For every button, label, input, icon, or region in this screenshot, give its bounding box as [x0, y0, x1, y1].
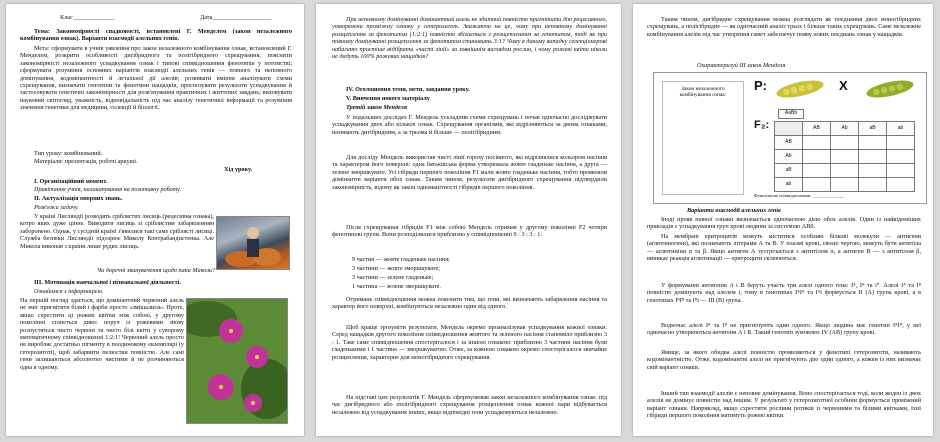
paragraph-6: Явище, за якого обидва алелі повністю проявляються у фенотипі гетерозиготи, називають кодомінантністю. Отже, кодомінантні алелі не пригнічують дію один одного, а кожен із них визначає свій варіант ознаки. [647, 349, 921, 371]
section-5-heading: V. Вивчення нового матеріалу [346, 95, 430, 102]
punnett-square [774, 121, 920, 197]
f1-genotype-box: AaBb [778, 109, 804, 119]
lesson-type: Тип уроку: комбінований. [34, 150, 103, 157]
section-4-heading: IV. Оголошення теми, мети, завдання уроку. [346, 86, 470, 93]
answer-box [662, 81, 744, 195]
lesson-materials: Матеріали: презентація, робочі аркуші. [34, 158, 138, 165]
section-2-subheading: Розв'яжи задачу. [34, 204, 79, 211]
section-3-heading: III. Мотивація навчальної і пізнавальної діяльності. [34, 279, 181, 286]
document-page-2 [316, 4, 621, 436]
cross-symbol: X [839, 78, 848, 93]
paragraph-3: На мембрані еритроцитів можуть міститися особливі білкові молекули — антигени (аглютиногени), які позначають літерами А та В. У плазмі крові, своєю чергою, можуть бути антитіла — аглютиніни α та β. Якщо антиген А зустрічається з антитілом α, а антиген В — з антитілом β, виникає реакція аглютинації — еритроцити склеюються. [647, 233, 921, 263]
paragraph-7: Інший тип взаємодії алелів є неповне домінування. Воно спостерігається тоді, коли жоден із двох алелів не домінує повністю над іншим. У результаті у гетерозиготної особини формується проміжний варіант ознаки. Наприклад, якщо схрестити рослини ротиків із червоними та білими квітками, їхні гібриди першого покоління матимуть рожеві квітки. [647, 390, 921, 420]
class-field: Клас _____________ [60, 14, 115, 21]
date-field: Дата___________________ [200, 14, 272, 21]
punnett-cell [858, 177, 887, 192]
paragraph-2: Іноді прояв певної ознаки визначається одночасною дією обох алелів. Один із найвідоміших прикладів є успадкування груп крові людини за системою АВ0. [647, 216, 921, 231]
ratio-item-1: 9 частин — жовте гладеньке насіння; [352, 256, 450, 263]
punnett-cell [886, 163, 915, 178]
paragraph-4: Отримане співвідношення можна пояснити тим, що гени, які визначають забарвлення насіння та характер його поверхні, комбінуються незалежно один від одного. [332, 296, 607, 311]
section-1-text: Привітання учнів, налаштування на позитивну роботу. [34, 186, 181, 193]
document-page-3 [633, 4, 933, 436]
punnett-header-col: Ab [830, 121, 859, 136]
punnett-header-row: Ab [774, 149, 803, 164]
punnett-cell [858, 135, 887, 150]
lesson-goal: Мета: сформувати в учнів уявлення про закон незалежного комбінування ознак, встановлений Г. Менделем, розкрити особливості дигібридного та полігібридного схрещування, пояснити закономірності незалежного успадкування ознак і типові співвідношення фенотипів у потомстві; сформувати розуміння основних варіантів взаємодії алельних генів — повного та неповного домінування, кодомінантності й летальної дії алелів; розвивати вміння аналізувати схеми схрещування, визначати генотипи та фенотипи нащадків, прогнозувати результати успадкування й застосовувати генетичні закономірності для розв'язування практичних і життєвих завдань; виховувати науковий світогляд, уважність, відповідальність під час аналізу генетичної інформації та розуміння значення генетики для медицини, селекції й біології. [20, 45, 292, 112]
punnett-header-col: AB [802, 121, 831, 136]
paragraph-5: Щоб краще зрозуміти результати, Мендель окремо проаналізував успадкування кожної ознаки. Серед нащадків другого покоління співвідношення жовтого та зеленого насіння становило приблизно 3 : 1. Таке саме співвідношення спостерігалося і за іншою ознакою: приблизно 3 частини насіння були гладенькими і 1 частина — зморшкуватою. Отже, за кожною ознакою окремо спостерігалося звичайне розщеплення, характерне для моногібридного схрещування. [332, 324, 607, 361]
paragraph-3: Після схрещування гібридів F1 між собою Мендель отримав у другому поколінні F2 чотири фенотипові групи. Вони розподілилися приблизно у співвідношенні 9 : 3 : 3 : 1: [332, 224, 607, 239]
section-3-subheading: Ознайомся з інформацією. [34, 288, 104, 295]
motivation-question: При неповному домінуванні домінантний алель не здатний повністю пригнітити дію рецесивного, утворюючи проміжну ознаку у гетерозигот. Зважаючи на це, чому при неповному домінуванні розщеплення за фенотипом (1:2:1) повністю збігається з розщепленням за генотипом, тоді як при повному домінуванні розщеплення за фенотипом становить 3:1? Чому в даному випадку селекціонерові набагато простіше відібрати «чисті лінії» за зовнішнім виглядом рослин, і чому рожеві квіти ніколи не дадуть 100% рожевих нащадків? [332, 16, 607, 61]
paragraph-1: Таким чином, дигібридне схрещування можна розглядати як поєднання двох моногібридних схрещувань, а полігібридне — як одночасний аналіз трьох і більше таких схрещувань. Саме незалежне комбінування алелів під час утворення гамет забезпечує появу нових поєднань ознак у нащадків. [647, 16, 921, 38]
punnett-header-col: aB [858, 121, 887, 136]
punnett-cell [830, 149, 859, 164]
punnett-cell [886, 135, 915, 150]
f2-label: F₂: [754, 119, 770, 131]
progress-heading: Хід уроку. [224, 166, 252, 173]
punnett-cell [830, 163, 859, 178]
punnett-cell [830, 135, 859, 150]
lesson-theme: Тема: Закономірності спадковості, встановлені Г. Менделем (закон незалежного комбінування ознак). Варіанти взаємодії алельних генів. [20, 28, 292, 43]
answer-box-label: Закон незалежного комбінування ознак: [679, 86, 727, 99]
section-3-text: На першій погляд здається, що домінантний червоний алель не зміг пригнітити білий і фарби просто «змішалися». Проте, якщо схрестити ці рожеві квітки між собою, у другому поколінні станеться диво: поруч із рожевими знову розпустяться чисто червоні та чисто білі квіти у суворому математичному співвідношенні 1:2:1! Червоний алель просто не виробляє достатньо пігменту в поодинокому екземплярі (у гетерозиготі), щоб забарвити пелюстки повністю. Але самі гени залишаються абсолютно чистими й не розчиняються одна в одному. [20, 297, 184, 371]
flower-photo-art [187, 299, 287, 423]
punnett-cell [886, 177, 915, 192]
punnett-cell [858, 163, 887, 178]
third-law-heading: Третій закон Менделя [346, 104, 408, 111]
figure-caption: Охарактеризуй ІІІ закон Менделя. [697, 62, 787, 69]
pink-flowers-photo [186, 298, 288, 424]
punnett-header-col: ab [886, 121, 915, 136]
punnett-cell [802, 163, 831, 178]
paragraph-6: На підставі цих результатів Г. Мендель сформулював закон незалежного комбінування ознак: під час дигібридного або полігібридного схрещування розщеплення ознак кожної пари відбувається незалежно від успадкування інших, якщо відповідні гени успадковуються незалежно. [332, 394, 607, 416]
punnett-header-row: AB [774, 135, 803, 150]
punnett-cell [802, 177, 831, 192]
section-1-heading: I. Організаційний момент. [34, 178, 108, 185]
document-page-1 [6, 4, 304, 436]
pea-pods-icon [772, 75, 922, 111]
punnett-cell [858, 149, 887, 164]
paragraph-2: Для досліду Мендель використав чисті лінії гороху посівного, які відрізнялися кольором насіння та характером його поверхні: одна батьківська форма утворювала жовте гладеньке насіння, а друга — зелене зморшкувате. Усі гібриди першого покоління F1 мали жовте гладеньке насіння, тобто проявляли домінантні варіанти обох ознак. Таким чином, результати дигібридного схрещування підтвердили закономірність, відому як закон одноманітності гібридів першого покоління. [332, 154, 607, 191]
ratio-item-4: 1 частина — зелене зморшкувате. [352, 283, 441, 290]
paragraph-1: У подальших дослідах Г. Мендель ускладнив схеми схрещувань і почав одночасно досліджувати успадкування двох або кількох ознак. Схрещування організмів, які відрізняються за двома ознаками, називають дигібридним, а за трьома й більше — полігібридним. [332, 114, 607, 136]
fox-trader-photo [216, 216, 290, 270]
parents-label: P: [754, 78, 767, 93]
punnett-header-row: ab [774, 177, 803, 192]
allele-variants-heading: Варіанти взаємодії алельних генів [687, 207, 781, 214]
paragraph-5: Водночас алелі Iᴬ та Iᴮ не пригнічують один одного. Якщо людина має генотип IᴬIᴮ, у неї одночасно утворюються антигени А і В. Такий генотип зумовлює IV (AB) групу крові. [647, 322, 921, 337]
punnett-cell [802, 149, 831, 164]
paragraph-4: У формуванні антигенів A і B беруть участь три алелі одного гена: Iᴬ, Iᴮ та i⁰. Алелі Iᴬ та Iᴮ повністю домінують над алелем i, тому в генотипах IᴬIᴬ та Iᴬi формується II (А) група крові, а в генотипах IᴮIᴮ та Iᴮi — III (В) група. [647, 282, 921, 304]
punnett-corner [774, 121, 803, 136]
fox-photo-art [217, 217, 289, 269]
ratio-item-2: 3 частини — жовте зморшкувате; [352, 265, 440, 272]
mendel-third-law-figure [653, 72, 927, 204]
section-2-question: Чи доречні звинувачення щодо пана Миколи? [96, 267, 216, 274]
section-2-task: У країні Лисляндії розводять сріблястих лисиць (рецесивна ознака), котро яких дуже цінне. Виводити лисиць зі сріблистим забарвленням заборонено. Однак, у сусідній країні з'явилися такі саме сріблясті лисиці. Служба безпеки Лисляндії підозрює Миколу Контрабандистенка. Але Микола виконав з країни лише рудих лисиць. [20, 213, 214, 250]
phenotype-ratio-blank: Фенотипове співвідношення: ______________ [754, 193, 845, 198]
section-2-heading: II. Актуалізація опорних знань. [34, 195, 123, 202]
punnett-cell [830, 177, 859, 192]
ratio-item-3: 3 частини — зелене гладеньке; [352, 274, 434, 281]
punnett-cell [802, 135, 831, 150]
punnett-header-row: aB [774, 163, 803, 178]
punnett-cell [886, 149, 915, 164]
